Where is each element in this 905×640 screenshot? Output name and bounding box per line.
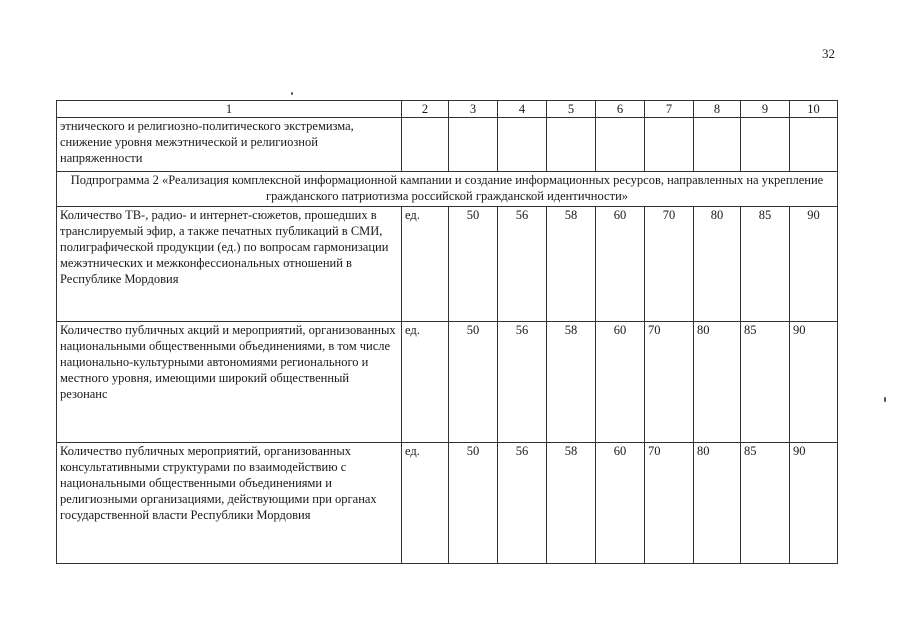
indicator-value: 90 [790, 207, 838, 322]
section-header-row [57, 172, 838, 207]
indicator-value: 56 [498, 207, 547, 322]
indicator-name: Количество публичных мероприятий, организованных консультативными структурами по взаимодействию с национальными общественными объединениями и религиозными организациями, действующими при органах государственной власти Республики Мордовия [57, 443, 402, 564]
column-number: 3 [449, 101, 498, 118]
empty-cell [694, 118, 741, 172]
column-number: 7 [645, 101, 694, 118]
indicator-value: 60 [596, 443, 645, 564]
indicator-value: 85 [741, 443, 790, 564]
column-number: 1 [57, 101, 402, 118]
indicator-value: 58 [547, 207, 596, 322]
indicator-value: 70 [645, 443, 694, 564]
empty-cell [790, 118, 838, 172]
indicator-value: 70 [645, 207, 694, 322]
indicator-name: Количество ТВ-, радио- и интернет-сюжетов, прошедших в транслируемый эфир, а также печатных публикаций в СМИ, полиграфической продукции (ед.) по вопросам гармонизации межэтнических и межконфессиональных отношений в Республике Мордовия [57, 207, 402, 322]
indicator-value: 56 [498, 443, 547, 564]
indicator-value: 80 [694, 207, 741, 322]
empty-cell [498, 118, 547, 172]
continuation-text: этнического и религиозно-политического экстремизма, снижение уровня межэтнической и религиозной напряженности [57, 118, 402, 172]
column-number: 4 [498, 101, 547, 118]
indicator-unit: ед. [402, 322, 449, 443]
continuation-row [57, 118, 838, 172]
indicator-value: 60 [596, 207, 645, 322]
column-number: 9 [741, 101, 790, 118]
empty-cell [741, 118, 790, 172]
indicator-value: 90 [790, 443, 838, 564]
scan-speck [291, 92, 293, 95]
empty-cell [449, 118, 498, 172]
indicator-value: 50 [449, 322, 498, 443]
column-number: 5 [547, 101, 596, 118]
column-number-row [57, 101, 838, 118]
subprogram-title: Подпрограмма 2 «Реализация комплексной информационной кампании и создание информационных ресурсов, направленных на укрепление гражданского патриотизма российской гражданской идентичности» [57, 172, 838, 207]
indicators-table [56, 100, 838, 564]
indicator-unit: ед. [402, 443, 449, 564]
indicator-value: 80 [694, 322, 741, 443]
indicator-value: 85 [741, 207, 790, 322]
indicator-name: Количество публичных акций и мероприятий, организованных национальными общественными объединениями, в том числе национально-культурными автономиями регионального и местного уровня, имеющими широкий общественный резонанс [57, 322, 402, 443]
table-row [57, 443, 838, 564]
column-number: 10 [790, 101, 838, 118]
indicator-value: 50 [449, 207, 498, 322]
column-number: 2 [402, 101, 449, 118]
indicator-unit: ед. [402, 207, 449, 322]
indicator-value: 58 [547, 322, 596, 443]
column-number: 6 [596, 101, 645, 118]
indicator-value: 58 [547, 443, 596, 564]
indicator-value: 90 [790, 322, 838, 443]
table-row [57, 322, 838, 443]
empty-cell [547, 118, 596, 172]
table-row [57, 207, 838, 322]
empty-cell [402, 118, 449, 172]
indicator-value: 70 [645, 322, 694, 443]
indicator-value: 56 [498, 322, 547, 443]
empty-cell [645, 118, 694, 172]
indicator-value: 85 [741, 322, 790, 443]
page-number: 32 [822, 46, 835, 61]
indicator-value: 60 [596, 322, 645, 443]
indicator-value: 80 [694, 443, 741, 564]
empty-cell [596, 118, 645, 172]
indicator-value: 50 [449, 443, 498, 564]
scan-speck [884, 397, 886, 402]
column-number: 8 [694, 101, 741, 118]
